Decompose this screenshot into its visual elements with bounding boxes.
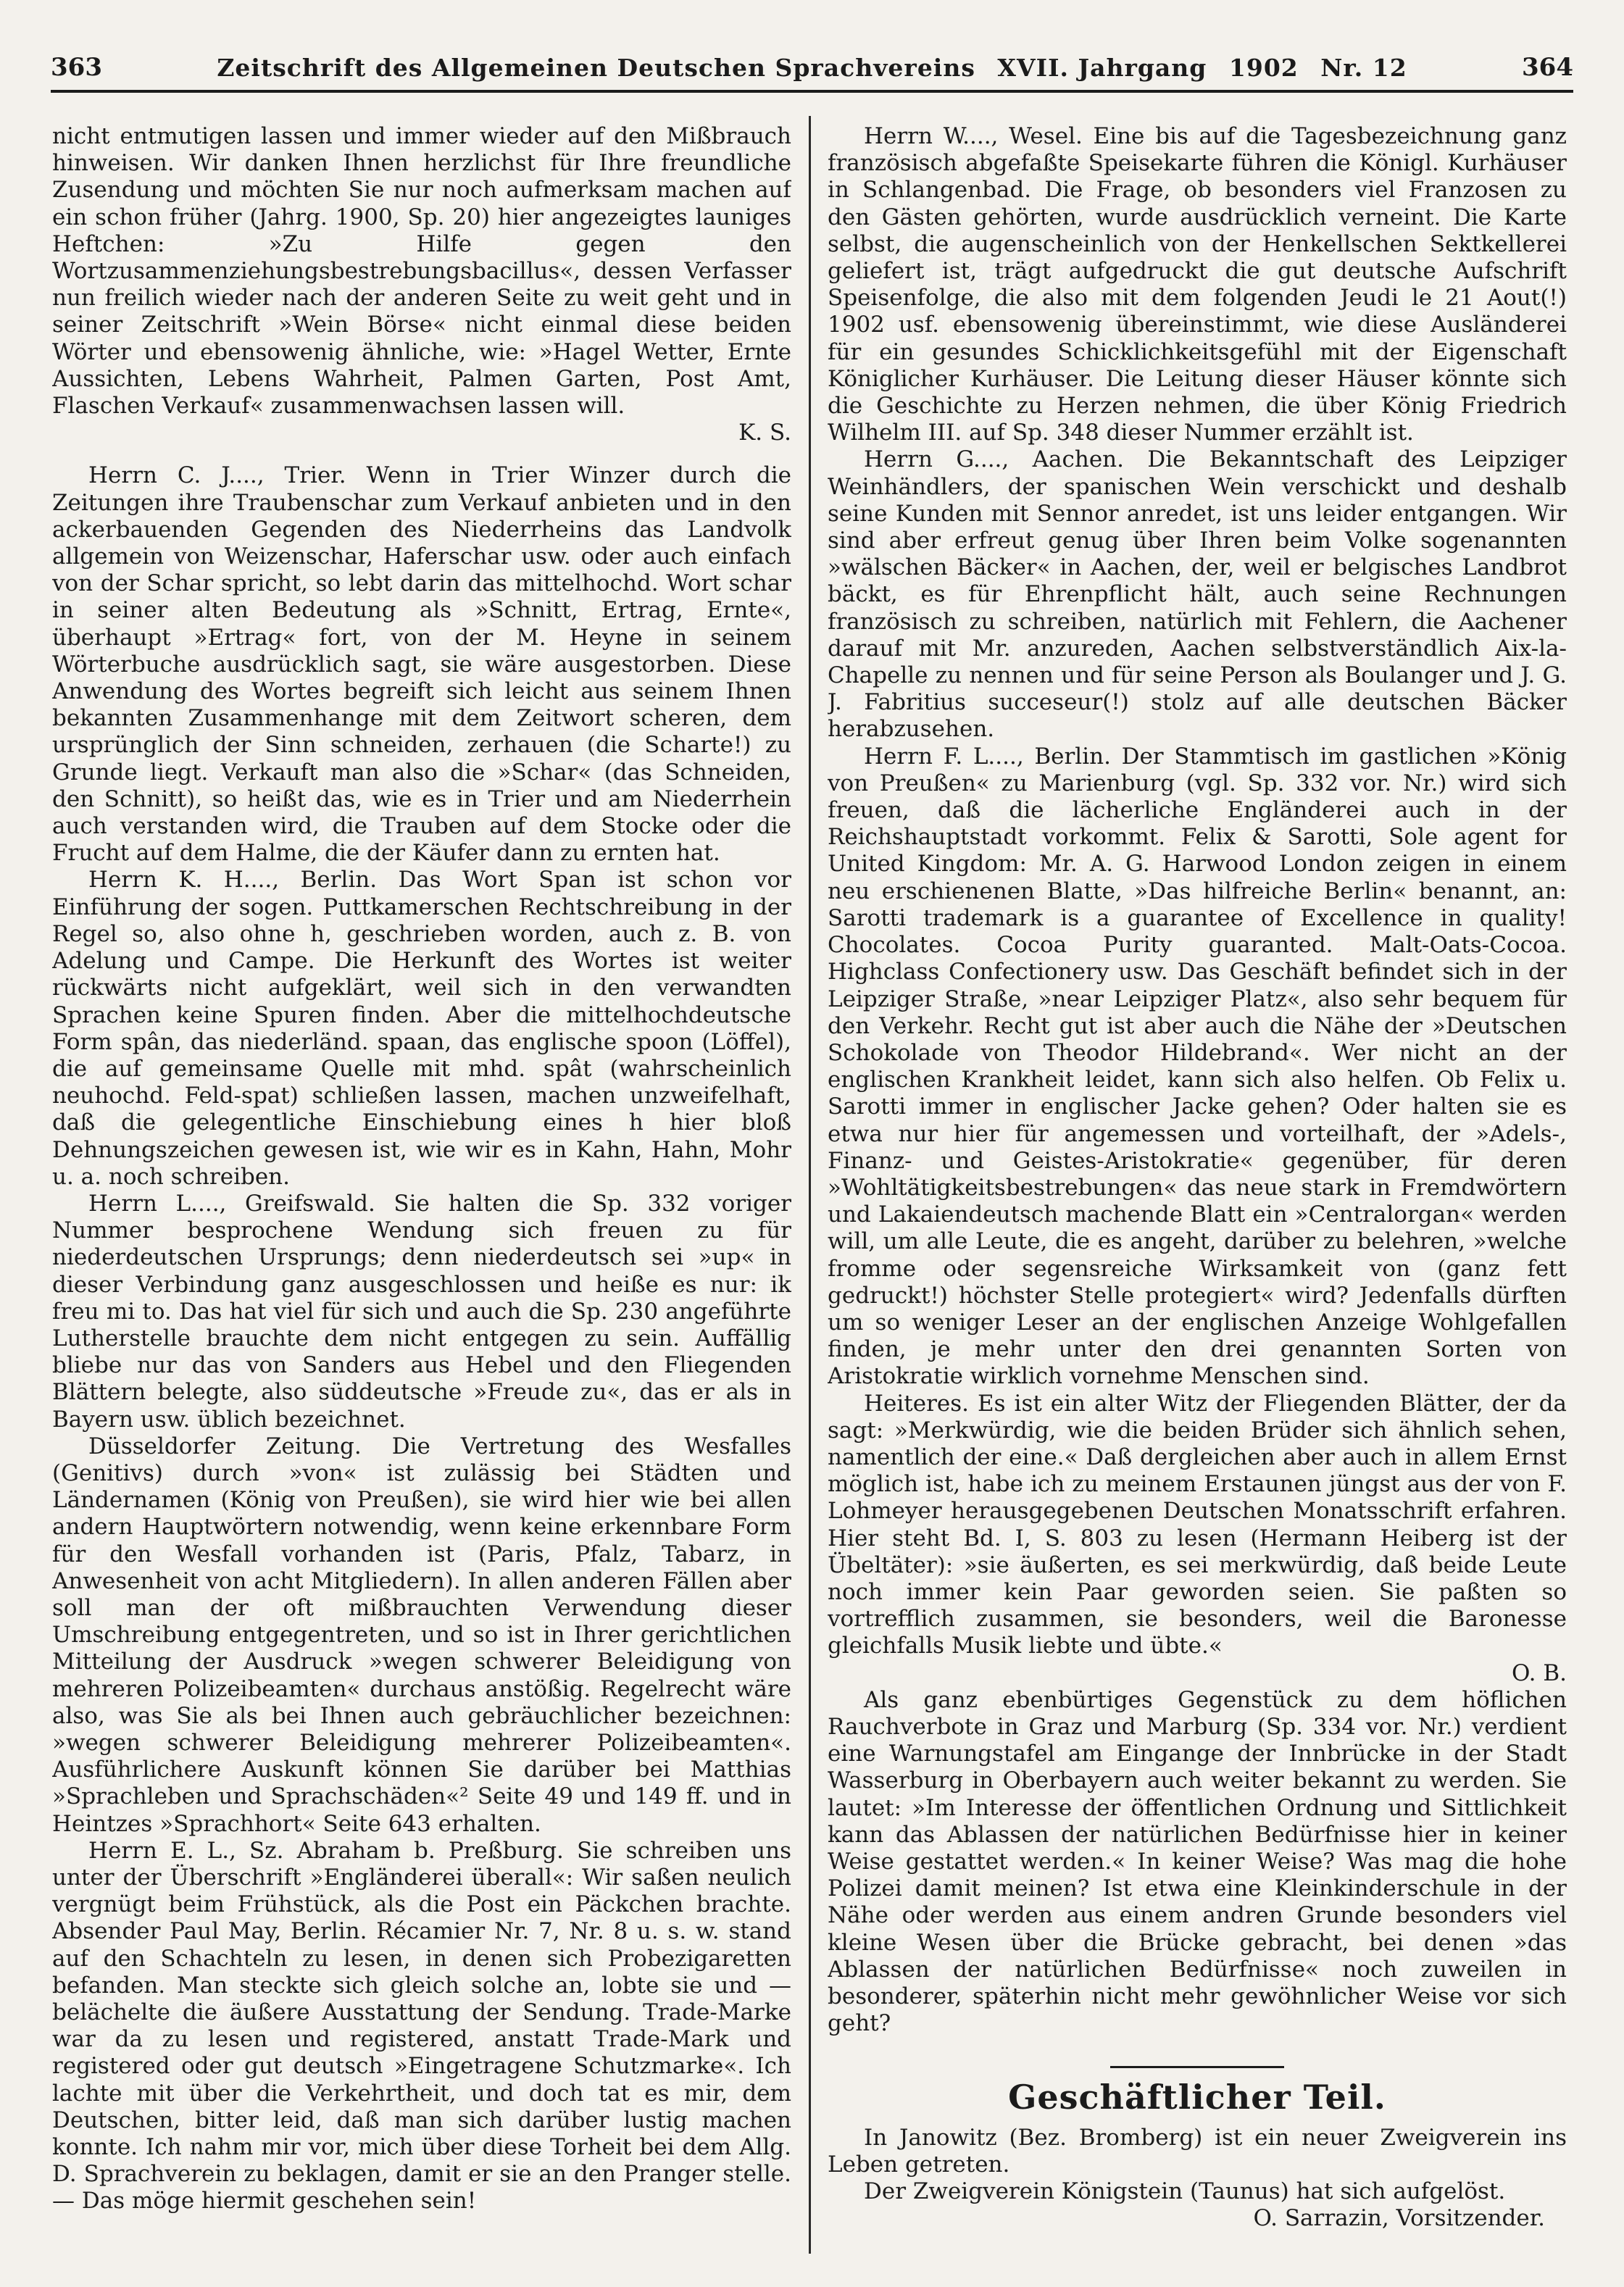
paragraph: Als ganz ebenbürtiges Gegenstück zu dem höflichen Rauchverbote in Graz und Marburg (Sp. 334 vor. Nr.) verdient eine Warnungstafel am Eingange der Innbrücke in der Stadt Wasserburg in Oberbayern auch weiter bekannt zu werden. Sie lautet: »Im Interesse der öffentlichen Ordnung und Sittlichkeit kann das Ablassen der natürlichen Bedürfnisse hier in keiner Weise gestattet werden.« In keiner Weise? Was mag die hohe Polizei damit meinen? Ist etwa eine Kleinkinderschule in der Nähe oder werden aus einem andren Grunde besonders viel kleine Wesen über die Brücke gebracht, bei denen »das Ablassen der natürlichen Bedürfnisse« noch zuweilen in besonderer, späterhin nicht mehr gewöhnlicher Weise vor sich geht?: [828, 1686, 1567, 2037]
journal-title: Zeitschrift des Allgemeinen Deutschen Sprachvereins: [217, 53, 975, 82]
journal-issue: Nr. 12: [1320, 53, 1407, 82]
paragraph: nicht entmutigen lassen und immer wieder auf den Mißbrauch hinweisen. Wir danken Ihnen herzlichst für Ihre freundliche Zusendung und möchten Sie nur noch aufmerksam machen auf ein schon früher (Jahrg. 1900, Sp. 20) hier angezeigtes launiges Heftchen: »Zu Hilfe gegen den Wortzusammenziehungsbestrebungsbacillus«, dessen Verfasser nun freilich wieder nach der anderen Seite zu weit geht und in seiner Zeitschrift »Wein Börse« nicht einmal diese beiden Wörter und ebensowenig ähnliche, wie: »Hagel Wetter, Ernte Aussichten, Lebens Wahrheit, Palmen Garten, Post Amt, Flaschen Verkauf« zusammenwachsen lassen will.: [52, 123, 791, 420]
page-header: [51, 45, 1573, 93]
left-column: [52, 123, 791, 2254]
business-notice: In Janowitz (Bez. Bromberg) ist ein neuer Zweigverein ins Leben getreten.: [828, 2124, 1567, 2178]
paragraph: Herrn E. L., Sz. Abraham b. Preßburg. Sie schreiben uns unter der Überschrift »Engländerei überall«: Wir saßen neulich vergnügt beim Frühstück, als die Post ein Päckchen brachte. Absender Paul May, Berlin. Récamier Nr. 7, Nr. 8 u. s. w. stand auf den Schachteln zu lesen, in denen sich Probezigaretten befanden. Man steckte sich gleich solche an, lobte sie und — belächelte die äußere Ausstattung der Sendung. Trade-Marke war da zu lesen und registered, anstatt Trade-Mark und registered oder gut deutsch »Eingetragene Schutzmarke«. Ich lachte mit über die Verkehrtheit, und doch tat es mir, dem Deutschen, bitter leid, daß man sich darüber lustig machen konnte. Ich nahm mir vor, mich über diese Torheit bei dem Allg. D. Sprachverein zu beklagen, damit er sie an den Pranger stelle. — Das möge hiermit geschehen sein!: [52, 1837, 791, 2215]
column-divider: [809, 116, 811, 2254]
journal-volume: XVII. Jahrgang: [997, 53, 1207, 82]
paragraph: Herrn G...., Aachen. Die Bekanntschaft des Leipziger Weinhändlers, der spanischen Wein verschickt und deshalb seine Kunden mit Sennor anredet, ist uns leider entgangen. Wir sind aber erfreut genug über Ihren beim Volke sogenannten »wälschen Bäcker« in Aachen, der, weil er belgisches Landbrot bäckt, es für Ehrenpflicht hält, auch seine Rechnungen französisch zu schreiben, natürlich mit Fehlern, die Aachener darauf mit Mr. anzureden, Aachen selbstverständlich Aix-la-Chapelle zu nennen und für seine Person als Boulanger und J. G. J. Fabritius succeseur(!) stolz auf alle deutschen Bäcker herabzusehen.: [828, 446, 1567, 743]
final-signature: O. Sarrazin, Vorsitzender.: [1253, 2205, 1545, 2232]
paragraph: Herrn F. L...., Berlin. Der Stammtisch im gastlichen »König von Preußen« zu Marienburg (vgl. Sp. 332 vor. Nr.) wird sich freuen, daß die lächerliche Engländerei auch in der Reichshauptstadt vorkommt. Felix & Sarotti, Sole agent for United Kingdom: Mr. A. G. Harwood London zeigen in einem neu erschienenen Blatte, »Das hilfreiche Berlin« benannt, an: Sarotti trademark is a guarantee of Excellence in quality! Chocolates. Cocoa Purity guaranted. Malt-Oats-Cocoa. Highclass Confectionery usw. Das Geschäft befindet sich in der Leipziger Straße, »near Leipziger Platz«, also sehr bequem für den Verkehr. Recht gut ist aber auch die Nähe der »Deutschen Schokolade von Theodor Hildebrand«. Wer nicht an der englischen Krankheit leidet, kann sich also helfen. Ob Felix u. Sarotti immer in englischer Jacke gehen? Oder halten sie es etwa nur hier für angemessen und vorteilhaft, der »Adels-, Finanz- und Geistes-Aristokratie« gegenüber, für deren »Wohltätigkeitsbestrebungen« das neue stark in Fremdwörtern und Lakaiendeutsch machende Blatt ein »Centralorgan« werden will, um alle Leute, die es angeht, darüber zu belehren, »welche fromme oder segensreiche Wirksamkeit von (ganz fett gedruckt!) höchster Stelle protegiert« wird? Jedenfalls dürften um so weniger Leser an der englischen Anzeige Wohlgefallen finden, je mehr unter den drei genannten Sorten von Aristokratie wirklich vornehme Menschen sind.: [828, 743, 1567, 1390]
paragraph: Herrn C. J...., Trier. Wenn in Trier Winzer durch die Zeitungen ihre Traubenschar zum Verkauf anbieten und in den ackerbauenden Gegenden des Niederrheins das Landvolk allgemein von Weizenschar, Haferschar usw. oder auch einfach von der Schar spricht, so lebt darin das mittelhochd. Wort schar in seiner alten Bedeutung als »Schnitt, Ertrag, Ernte«, überhaupt »Ertrag« fort, von der M. Heyne in seinem Wörterbuche ausdrücklich sagt, sie wäre ausgestorben. Diese Anwendung des Wortes begreift sich leicht aus seinem Ihnen bekannten Zusammenhange mit dem Zeitwort scheren, dem ursprünglich der Sinn schneiden, zerhauen (die Scharte!) zu Grunde liegt. Verkauft man also die »Schar« (das Schneiden, den Schnitt), so heißt das, wie es in Trier und am Niederrhein auch verstanden wird, die Trauben auf dem Stocke oder die Frucht auf dem Halme, die der Käufer dann zu ernten hat.: [52, 462, 791, 867]
page-number-right: 364: [1522, 53, 1573, 82]
page-number-left: 363: [51, 53, 102, 82]
business-notice: Der Zweigverein Königstein (Taunus) hat sich aufgelöst.: [864, 2178, 1506, 2205]
paragraph: Herrn K. H...., Berlin. Das Wort Span ist schon vor Einführung der sogen. Puttkamerschen Rechtschreibung in der Regel so, also ohne h, geschrieben worden, auch z. B. von Adelung und Campe. Die Herkunft des Wortes ist weiter rückwärts nicht aufgeklärt, weil sich in den verwandten Sprachen keine Spuren finden. Aber die mittelhochdeutsche Form spân, das niederländ. spaan, das englische spoon (Löffel), die auf gemeinsame Quelle mit mhd. spât (wahrscheinlich neuhochd. Feld-spat) schließen lassen, machen unzweifelhaft, daß die gelegentliche Einschiebung eines h hier bloß Dehnungszeichen gewesen ist, wie wir es in Kahn, Hahn, Mohr u. a. noch schreiben.: [52, 867, 791, 1190]
signature: O. B.: [1512, 1659, 1567, 1686]
right-column: [828, 123, 1567, 2254]
paragraph: Heiteres. Es ist ein alter Witz der Fliegenden Blätter, der da sagt: »Merkwürdig, wie die beiden Brüder sich ähnlich sehen, namentlich der eine.« Daß dergleichen aber auch in allem Ernst möglich ist, habe ich zu meinem Erstaunen jüngst aus der von F. Lohmeyer herausgegebenen Deutschen Monatsschrift erfahren. Hier steht Bd. I, S. 803 zu lesen (Hermann Heiberg ist der Übeltäter): »sie äußerten, es sei merkwürdig, daß beide Leute noch immer kein Paar geworden seien. Sie paßten so vortrefflich zusammen, sie besonders, weil die Baronesse gleichfalls Musik liebte und übte.«: [828, 1390, 1567, 1659]
journal-title-line: [217, 54, 1407, 82]
signature: K. S.: [738, 420, 791, 446]
section-title: Geschäftlicher Teil.: [1008, 2078, 1386, 2117]
paragraph: Herrn W...., Wesel. Eine bis auf die Tagesbezeichnung ganz französisch abgefaßte Speisekarte führen die Königl. Kurhäuser in Schlangenbad. Die Frage, ob besonders viel Franzosen zu den Gästen gehörten, wurde ausdrücklich verneint. Die Karte selbst, die augenscheinlich von der Henkellschen Sektkellerei geliefert ist, trägt aufgedruckt die gut deutsche Aufschrift Speisenfolge, die also mit dem folgenden Jeudi le 21 Aout(!) 1902 usf. ebensowenig übereinstimmt, wie diese Ausländerei für ein gesundes Schicklichkeitsgefühl mit der Eigenschaft Königlicher Kurhäuser. Die Leitung dieser Häuser könnte sich die Geschichte zu Herzen nehmen, die über König Friedrich Wilhelm III. auf Sp. 348 dieser Nummer erzählt ist.: [828, 123, 1567, 446]
section-rule: [1110, 2066, 1284, 2068]
journal-year: 1902: [1228, 53, 1299, 82]
paragraph: Herrn L...., Greifswald. Sie halten die Sp. 332 voriger Nummer besprochene Wendung sich freuen zu für niederdeutschen Ursprungs; denn niederdeutsch sei »up« in dieser Verbindung ganz ausgeschlossen und heiße es nur: ik freu mi to. Das hat viel für sich und auch die Sp. 230 angeführte Lutherstelle brauchte dem nicht entgegen zu sein. Auffällig bliebe nur das von Sanders aus Hebel und den Fliegenden Blättern belegte, also süddeutsche »Freude zu«, das er als in Bayern usw. üblich bezeichnet.: [52, 1190, 791, 1433]
paragraph: Düsseldorfer Zeitung. Die Vertretung des Wesfalles (Genitivs) durch »von« ist zulässig bei Städten und Ländernamen (König von Preußen), sie wird hier wie bei allen andern Hauptwörtern notwendig, wenn keine erkennbare Form für den Wesfall vorhanden ist (Paris, Pfalz, Tabarz, in Anwesenheit von acht Mitgliedern). In allen anderen Fällen aber soll man der oft mißbrauchten Verwendung dieser Umschreibung entgegentreten, und so ist in Ihrer gerichtlichen Mitteilung der Ausdruck »wegen schwerer Beleidigung von mehreren Polizeibeamten« durchaus anstößig. Regelrecht wäre also, was Sie als bei Ihnen auch gebräuchlicher bezeichnen: »wegen schwerer Beleidigung mehrerer Polizeibeamten«. Ausführlichere Auskunft können Sie darüber bei Matthias »Sprachleben und Sprachschäden«² Seite 49 und 149 ff. und in Heintzes »Sprachhort« Seite 643 erhalten.: [52, 1433, 791, 1837]
